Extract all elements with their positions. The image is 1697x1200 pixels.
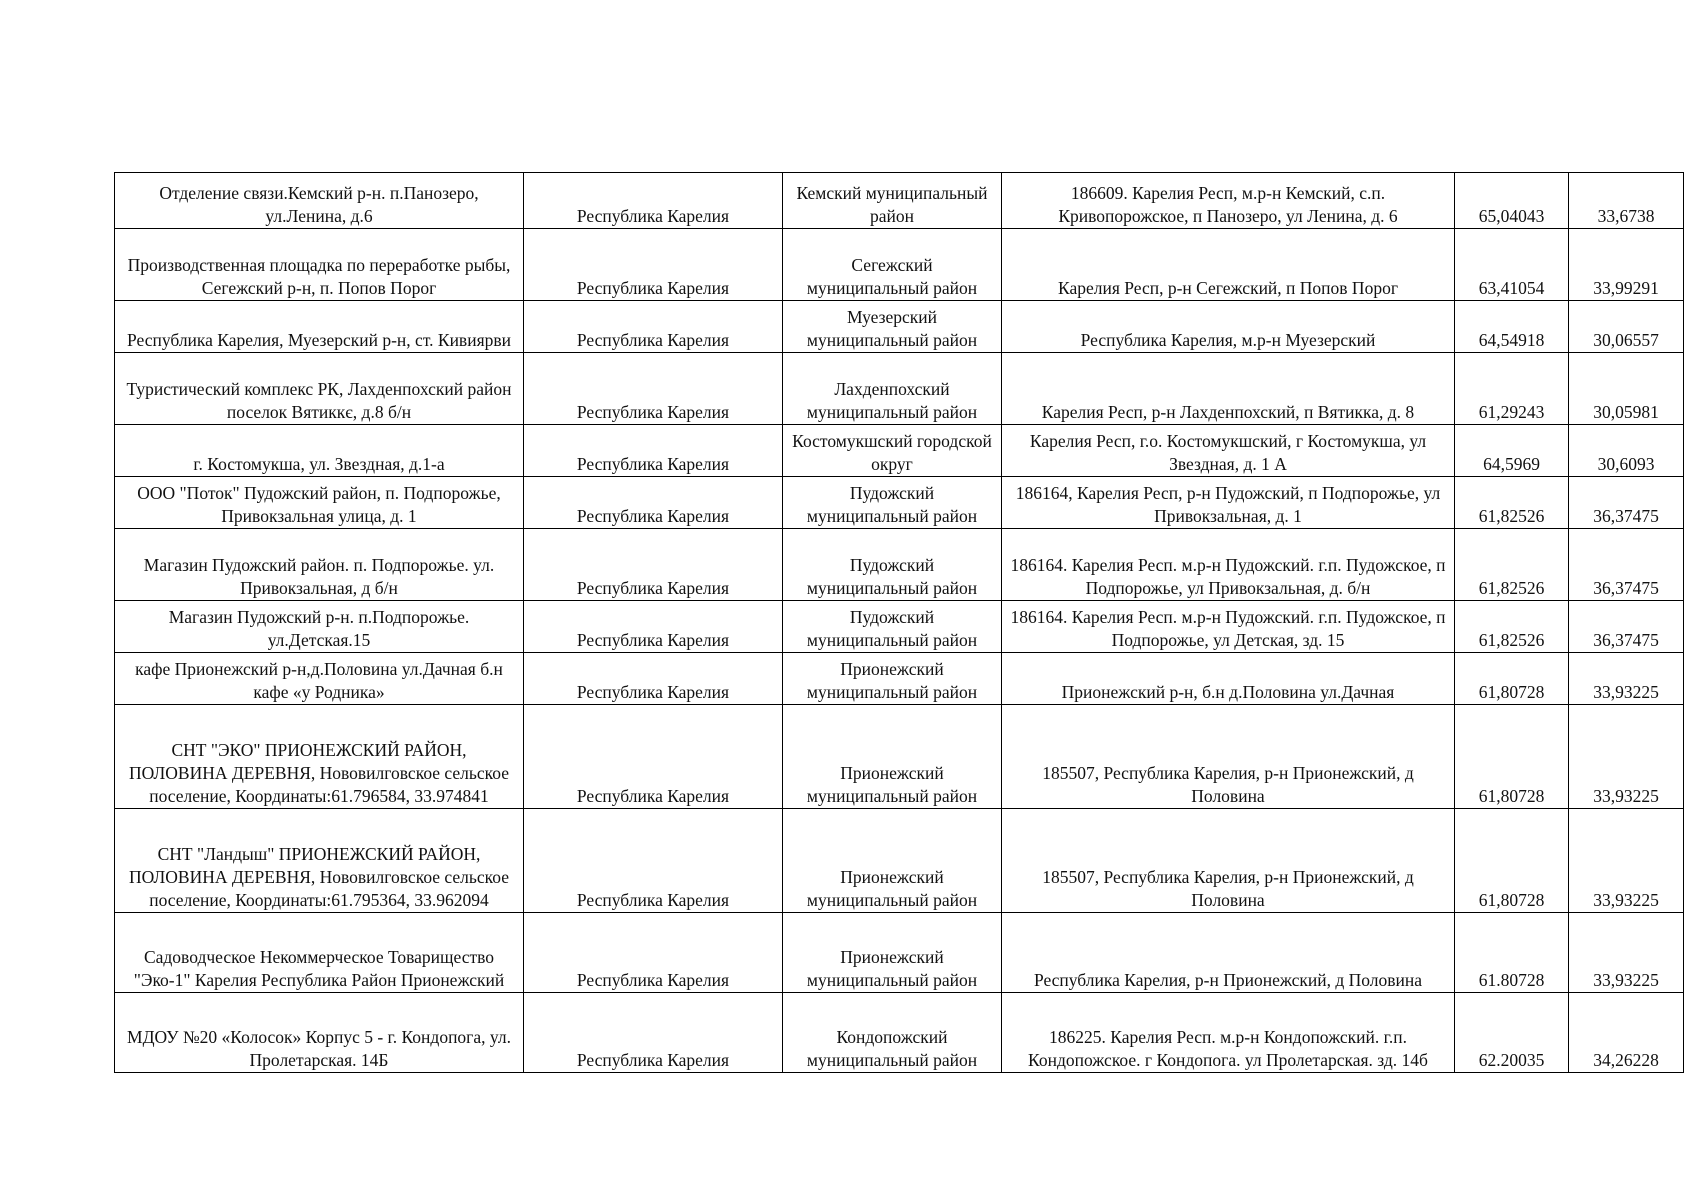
- cell-address: Республика Карелия, р-н Прионежский, д Половина: [1002, 913, 1455, 993]
- cell-latitude: 61,80728: [1455, 705, 1569, 809]
- cell-region: Республика Карелия: [524, 601, 783, 653]
- cell-address: Республика Карелия, м.р-н Муезерский: [1002, 301, 1455, 353]
- table-row: [115, 229, 1684, 301]
- cell-latitude: 65,04043: [1455, 173, 1569, 229]
- cell-region: Республика Карелия: [524, 425, 783, 477]
- cell-address: 186164. Карелия Респ. м.р-н Пудожский. г.п. Пудожское, п Подпорожье, ул Детская, зд. 15: [1002, 601, 1455, 653]
- table-row: [115, 477, 1684, 529]
- cell-municipal-district: Прионежский муниципальный район: [783, 705, 1002, 809]
- cell-longitude: 30,05981: [1569, 353, 1684, 425]
- cell-object-name: СНТ "ЭКО" ПРИОНЕЖСКИЙ РАЙОН, ПОЛОВИНА ДЕРЕВНЯ, Нововилговское сельское поселение, Координаты:61.796584, 33.974841: [115, 705, 524, 809]
- cell-municipal-district: Прионежский муниципальный район: [783, 913, 1002, 993]
- cell-object-name: Отделение связи.Кемский р-н. п.Панозеро, ул.Ленина, д.6: [115, 173, 524, 229]
- cell-address: 186609. Карелия Респ, м.р-н Кемский, с.п. Кривопорожское, п Панозеро, ул Ленина, д. 6: [1002, 173, 1455, 229]
- cell-object-name: Производственная площадка по переработке рыбы, Сегежский р-н, п. Попов Порог: [115, 229, 524, 301]
- cell-address: 186164, Карелия Респ, р-н Пудожский, п Подпорожье, ул Привокзальная, д. 1: [1002, 477, 1455, 529]
- cell-municipal-district: Лахденпохский муниципальный район: [783, 353, 1002, 425]
- cell-latitude: 64,54918: [1455, 301, 1569, 353]
- cell-latitude: 61,82526: [1455, 477, 1569, 529]
- cell-region: Республика Карелия: [524, 993, 783, 1073]
- cell-object-name: СНТ "Ландыш" ПРИОНЕЖСКИЙ РАЙОН, ПОЛОВИНА ДЕРЕВНЯ, Нововилговское сельское поселение, Координаты:61.795364, 33.962094: [115, 809, 524, 913]
- cell-object-name: Магазин Пудожский район. п. Подпорожье. ул. Привокзальная, д б/н: [115, 529, 524, 601]
- cell-region: Республика Карелия: [524, 353, 783, 425]
- cell-object-name: ООО "Поток" Пудожский район, п. Подпорожье, Привокзальная улица, д. 1: [115, 477, 524, 529]
- cell-address: 186225. Карелия Респ. м.р-н Кондопожский. г.п. Кондопожское. г Кондопога. ул Пролетарская. зд. 14б: [1002, 993, 1455, 1073]
- cell-municipal-district: Прионежский муниципальный район: [783, 653, 1002, 705]
- cell-region: Республика Карелия: [524, 173, 783, 229]
- cell-longitude: 33,6738: [1569, 173, 1684, 229]
- cell-region: Республика Карелия: [524, 913, 783, 993]
- cell-longitude: 33,99291: [1569, 229, 1684, 301]
- table-row: [115, 173, 1684, 229]
- cell-municipal-district: Кемский муниципальный район: [783, 173, 1002, 229]
- table-row: [115, 913, 1684, 993]
- cell-latitude: 61,80728: [1455, 653, 1569, 705]
- cell-municipal-district: Пудожский муниципальный район: [783, 601, 1002, 653]
- cell-latitude: 61.80728: [1455, 913, 1569, 993]
- table-row: [115, 425, 1684, 477]
- locations-table: [114, 172, 1684, 1073]
- cell-longitude: 33,93225: [1569, 705, 1684, 809]
- cell-municipal-district: Пудожский муниципальный район: [783, 477, 1002, 529]
- table-row: [115, 705, 1684, 809]
- cell-longitude: 34,26228: [1569, 993, 1684, 1073]
- table-row: [115, 601, 1684, 653]
- cell-region: Республика Карелия: [524, 653, 783, 705]
- cell-object-name: Магазин Пудожский р-н. п.Подпорожье. ул.Детская.15: [115, 601, 524, 653]
- cell-longitude: 33,93225: [1569, 809, 1684, 913]
- document-page: [114, 172, 1683, 1073]
- cell-longitude: 36,37475: [1569, 601, 1684, 653]
- cell-longitude: 36,37475: [1569, 477, 1684, 529]
- cell-longitude: 30,6093: [1569, 425, 1684, 477]
- cell-municipal-district: Прионежский муниципальный район: [783, 809, 1002, 913]
- cell-object-name: кафе Прионежский р-н,д.Половина ул.Дачная б.н кафе «у Родника»: [115, 653, 524, 705]
- cell-object-name: Республика Карелия, Муезерский р-н, ст. Кивиярви: [115, 301, 524, 353]
- cell-region: Республика Карелия: [524, 809, 783, 913]
- cell-longitude: 33,93225: [1569, 653, 1684, 705]
- cell-object-name: МДОУ №20 «Колосок» Корпус 5 - г. Кондопога, ул. Пролетарская. 14Б: [115, 993, 524, 1073]
- table-row: [115, 993, 1684, 1073]
- cell-latitude: 61,82526: [1455, 529, 1569, 601]
- cell-municipal-district: Муезерский муниципальный район: [783, 301, 1002, 353]
- cell-address: Карелия Респ, р-н Лахденпохский, п Вятикка, д. 8: [1002, 353, 1455, 425]
- cell-latitude: 61,80728: [1455, 809, 1569, 913]
- cell-latitude: 64,5969: [1455, 425, 1569, 477]
- cell-longitude: 30,06557: [1569, 301, 1684, 353]
- cell-object-name: Садоводческое Некоммерческое Товарищество "Эко-1" Карелия Республика Район Прионежский: [115, 913, 524, 993]
- cell-address: Прионежский р-н, б.н д.Половина ул.Дачная: [1002, 653, 1455, 705]
- cell-municipal-district: Сегежский муниципальный район: [783, 229, 1002, 301]
- cell-region: Республика Карелия: [524, 529, 783, 601]
- cell-latitude: 61,29243: [1455, 353, 1569, 425]
- cell-object-name: г. Костомукша, ул. Звездная, д.1-а: [115, 425, 524, 477]
- cell-latitude: 61,82526: [1455, 601, 1569, 653]
- table-row: [115, 809, 1684, 913]
- cell-region: Республика Карелия: [524, 477, 783, 529]
- table-row: [115, 653, 1684, 705]
- table-row: [115, 301, 1684, 353]
- cell-latitude: 62.20035: [1455, 993, 1569, 1073]
- cell-municipal-district: Кондопожский муниципальный район: [783, 993, 1002, 1073]
- cell-longitude: 33,93225: [1569, 913, 1684, 993]
- cell-municipal-district: Костомукшский городской округ: [783, 425, 1002, 477]
- table-row: [115, 353, 1684, 425]
- cell-latitude: 63,41054: [1455, 229, 1569, 301]
- cell-region: Республика Карелия: [524, 229, 783, 301]
- cell-address: Карелия Респ, г.о. Костомукшский, г Костомукша, ул Звездная, д. 1 А: [1002, 425, 1455, 477]
- cell-municipal-district: Пудожский муниципальный район: [783, 529, 1002, 601]
- table-row: [115, 529, 1684, 601]
- cell-object-name: Туристический комплекс РК, Лахденпохский район поселок Вятиккє, д.8 б/н: [115, 353, 524, 425]
- cell-region: Республика Карелия: [524, 705, 783, 809]
- cell-address: 185507, Республика Карелия, р-н Прионежский, д Половина: [1002, 809, 1455, 913]
- cell-address: Карелия Респ, р-н Сегежский, п Попов Порог: [1002, 229, 1455, 301]
- cell-address: 185507, Республика Карелия, р-н Прионежский, д Половина: [1002, 705, 1455, 809]
- cell-region: Республика Карелия: [524, 301, 783, 353]
- cell-longitude: 36,37475: [1569, 529, 1684, 601]
- table-body: [115, 173, 1684, 1073]
- cell-address: 186164. Карелия Респ. м.р-н Пудожский. г.п. Пудожское, п Подпорожье, ул Привокзальная, д. б/н: [1002, 529, 1455, 601]
